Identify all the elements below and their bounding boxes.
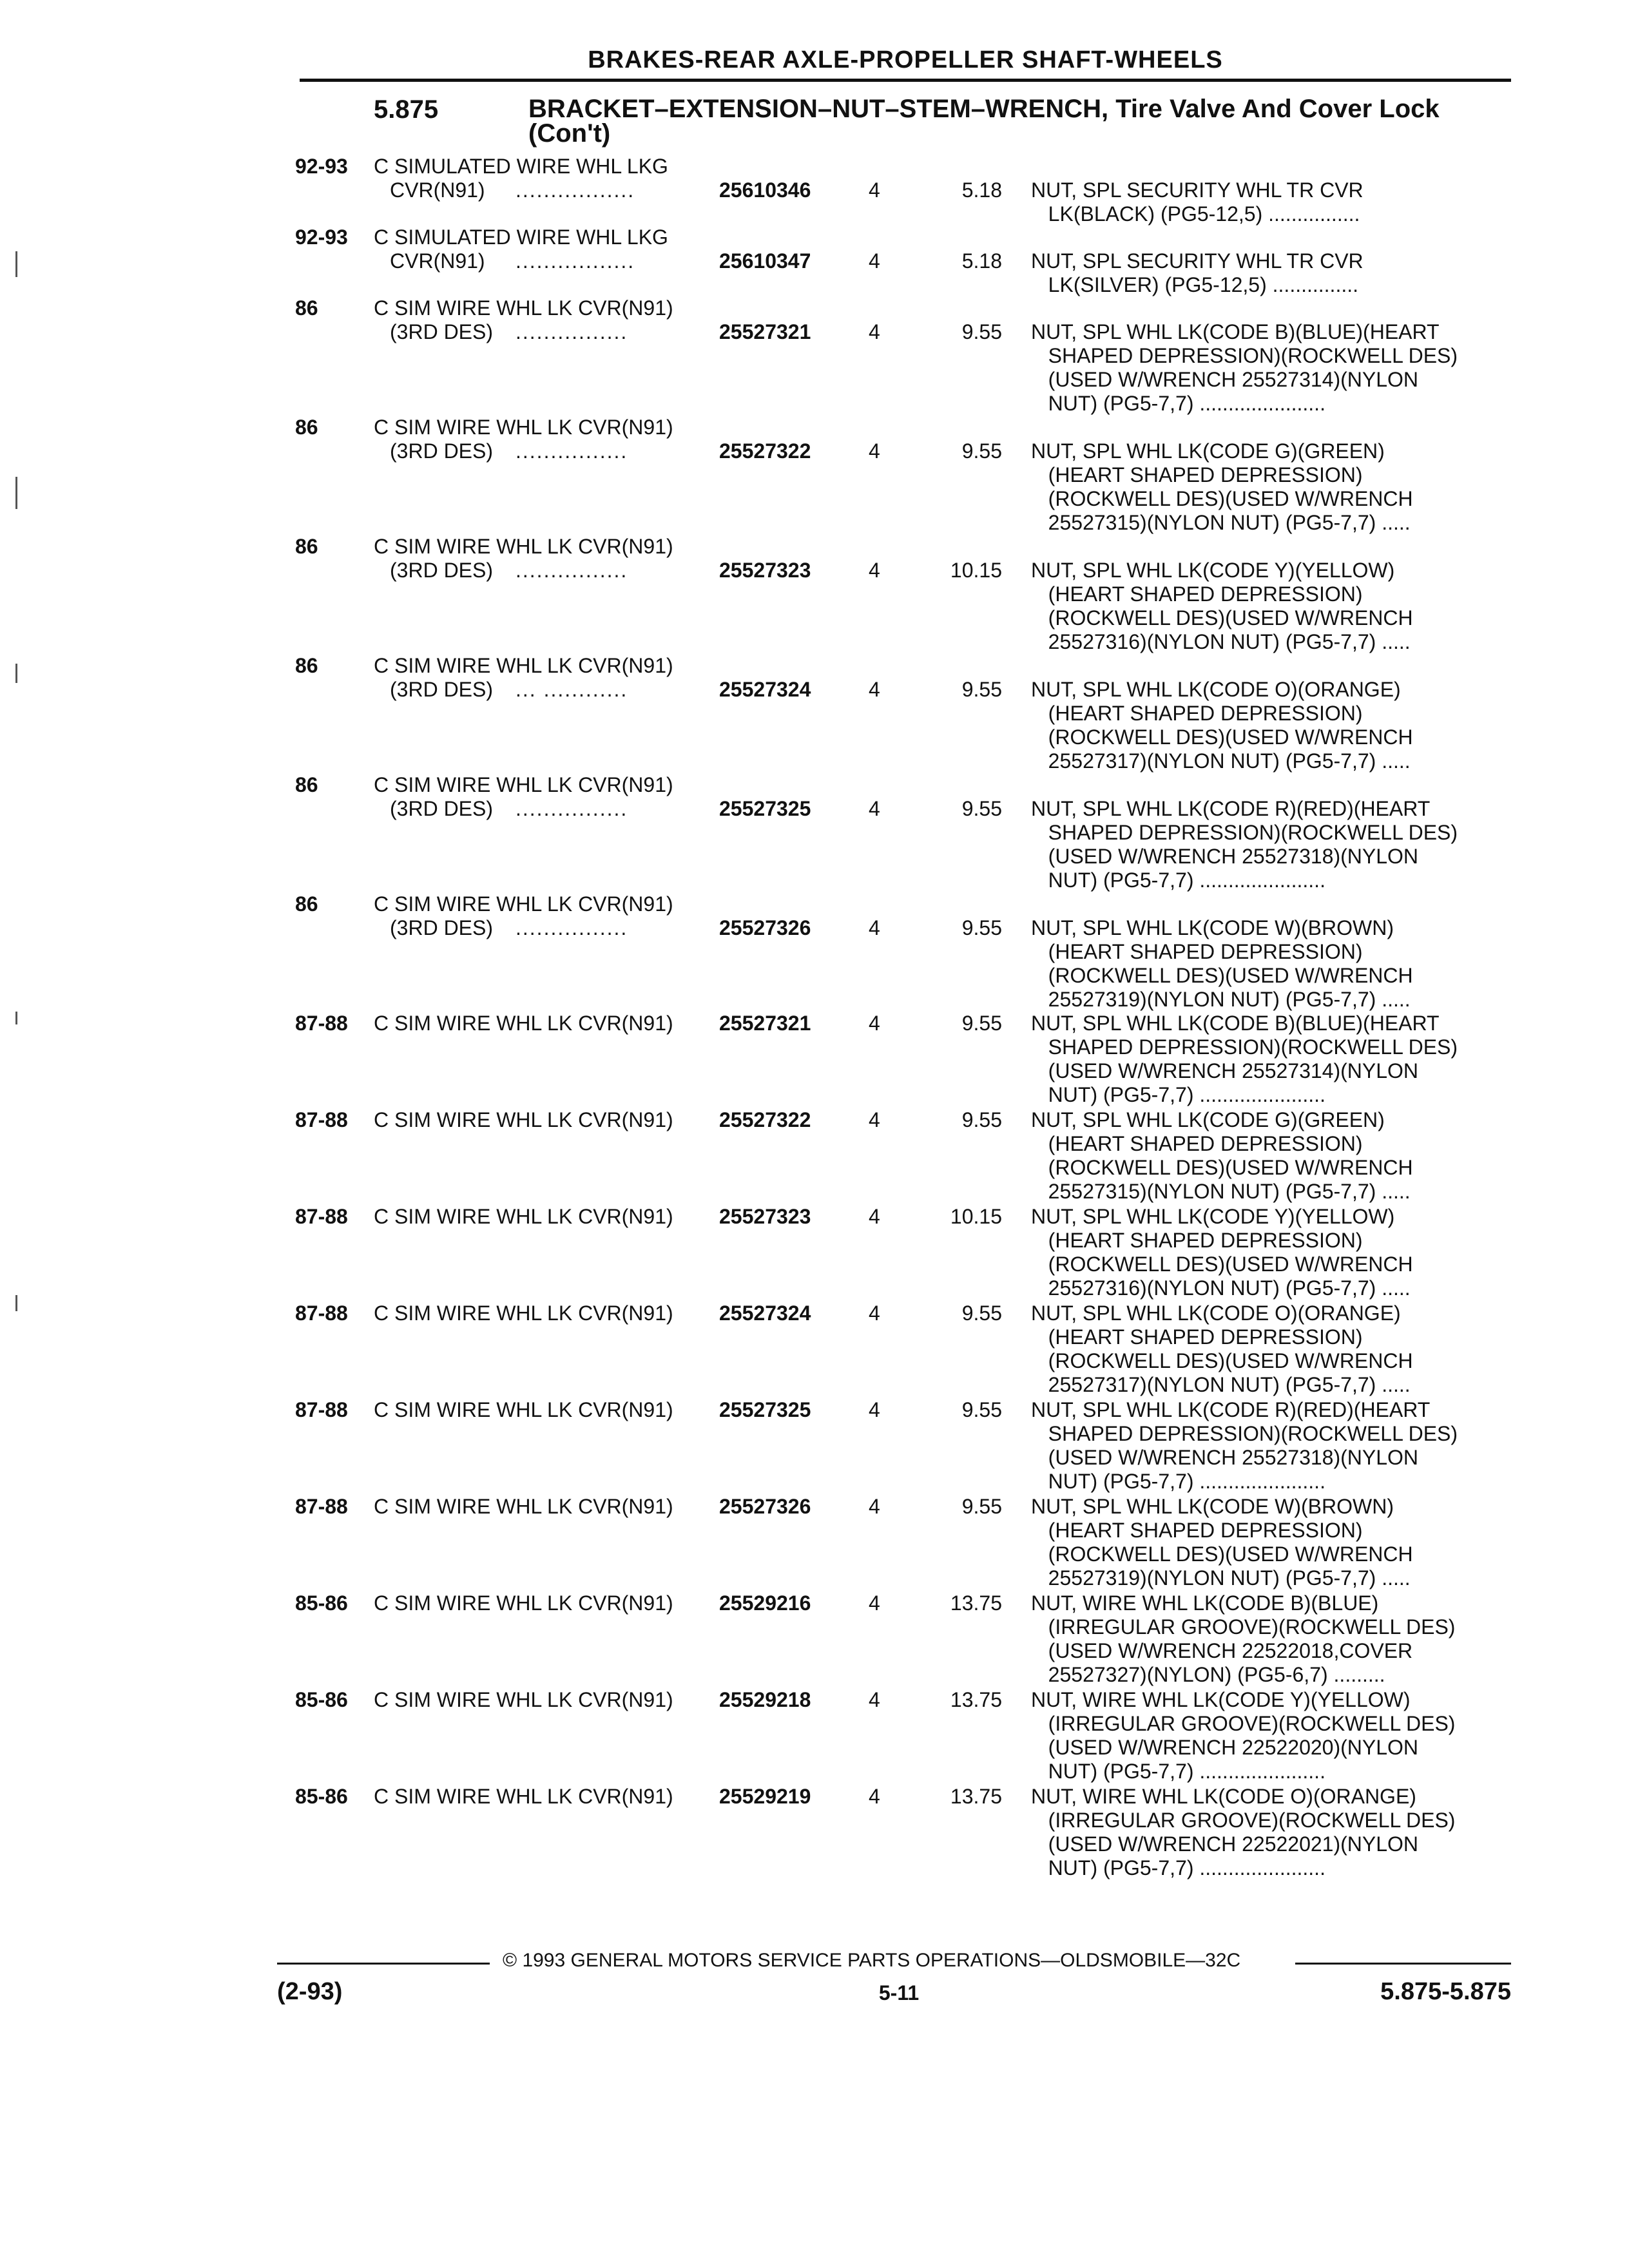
- price: 9.55: [961, 320, 1002, 343]
- list-item: [0, 535, 1629, 651]
- quantity: 4: [869, 1108, 880, 1131]
- footer-copyright: © 1993 GENERAL MOTORS SERVICE PARTS OPERATIONS—OLDSMOBILE—32C: [503, 1950, 1241, 1971]
- description-cont: (3RD DES): [390, 559, 494, 582]
- part-number: 25527323: [719, 559, 811, 582]
- section-number: 5.875: [374, 95, 439, 124]
- list-item: [0, 892, 1629, 1011]
- leader-dots: .................: [516, 178, 635, 202]
- model-year: 87-88: [295, 1302, 348, 1325]
- model-year: 86: [295, 296, 318, 320]
- note-line: NUT) (PG5-7,7) ......................: [1031, 392, 1325, 415]
- description-cont: CVR(N91): [390, 178, 485, 202]
- model-year: 85-86: [295, 1688, 348, 1711]
- description: C SIM WIRE WHL LK CVR(N91): [374, 1591, 673, 1615]
- description: C SIM WIRE WHL LK CVR(N91): [374, 654, 673, 677]
- note-line: (HEART SHAPED DEPRESSION): [1031, 463, 1363, 486]
- note-line: (HEART SHAPED DEPRESSION): [1031, 1519, 1363, 1542]
- note-line: 25527317)(NYLON NUT) (PG5-7,7) .....: [1031, 1373, 1411, 1396]
- note-line: NUT) (PG5-7,7) ......................: [1031, 1856, 1325, 1879]
- list-item: [0, 654, 1629, 773]
- leader-dots: ... ............: [516, 678, 628, 701]
- note-line: LK(BLACK) (PG5-12,5) ................: [1031, 202, 1360, 226]
- part-number: 25527322: [719, 439, 811, 463]
- note-line: 25527315)(NYLON NUT) (PG5-7,7) .....: [1031, 1180, 1411, 1203]
- model-year: 87-88: [295, 1495, 348, 1518]
- footer-rule-left: [277, 1963, 490, 1965]
- model-year: 86: [295, 892, 318, 916]
- part-number: 25610347: [719, 249, 811, 273]
- model-year: 86: [295, 773, 318, 796]
- description: C SIM WIRE WHL LK CVR(N91): [374, 1688, 673, 1711]
- quantity: 4: [869, 1398, 880, 1421]
- list-item: [0, 416, 1629, 532]
- price: 9.55: [961, 797, 1002, 820]
- note-line: (ROCKWELL DES)(USED W/WRENCH: [1031, 726, 1413, 749]
- note-line: NUT, SPL SECURITY WHL TR CVR: [1031, 178, 1364, 202]
- leader-dots: ................: [516, 559, 628, 582]
- leader-dots: ................: [516, 439, 628, 463]
- note-line: NUT, SPL WHL LK(CODE O)(ORANGE): [1031, 1302, 1401, 1325]
- quantity: 4: [869, 797, 880, 820]
- model-year: 85-86: [295, 1591, 348, 1615]
- price: 9.55: [961, 1302, 1002, 1325]
- quantity: 4: [869, 1495, 880, 1518]
- note-line: 25527315)(NYLON NUT) (PG5-7,7) .....: [1031, 511, 1411, 534]
- note-line: (USED W/WRENCH 22522021)(NYLON: [1031, 1832, 1419, 1856]
- description: C SIM WIRE WHL LK CVR(N91): [374, 892, 673, 916]
- footer-rule-right: [1295, 1963, 1511, 1965]
- margin-mark: [15, 664, 17, 683]
- quantity: 4: [869, 1302, 880, 1325]
- note-line: (HEART SHAPED DEPRESSION): [1031, 1325, 1363, 1349]
- note-line: (ROCKWELL DES)(USED W/WRENCH: [1031, 487, 1413, 510]
- part-number: 25527325: [719, 797, 811, 820]
- price: 9.55: [961, 916, 1002, 939]
- note-line: NUT, WIRE WHL LK(CODE B)(BLUE): [1031, 1591, 1379, 1615]
- note-line: (IRREGULAR GROOVE)(ROCKWELL DES): [1031, 1809, 1456, 1832]
- note-line: (USED W/WRENCH 25527314)(NYLON: [1031, 368, 1419, 391]
- price: 5.18: [961, 249, 1002, 273]
- margin-mark: [15, 251, 17, 277]
- note-line: (ROCKWELL DES)(USED W/WRENCH: [1031, 964, 1413, 987]
- list-item: [0, 1785, 1629, 1901]
- price: 13.75: [950, 1785, 1002, 1808]
- leader-dots: .................: [516, 249, 635, 273]
- part-number: 25529218: [719, 1688, 811, 1711]
- quantity: 4: [869, 916, 880, 939]
- note-line: (ROCKWELL DES)(USED W/WRENCH: [1031, 1349, 1413, 1372]
- price: 9.55: [961, 1012, 1002, 1035]
- model-year: 85-86: [295, 1785, 348, 1808]
- note-line: NUT, SPL WHL LK(CODE Y)(YELLOW): [1031, 559, 1395, 582]
- section-title: BRACKET–EXTENSION–NUT–STEM–WRENCH, Tire Valve And Cover Lock (Con't): [528, 95, 1440, 148]
- note-line: 25527316)(NYLON NUT) (PG5-7,7) .....: [1031, 1276, 1411, 1300]
- description-cont: (3RD DES): [390, 797, 494, 820]
- price: 5.18: [961, 178, 1002, 202]
- description-cont: (3RD DES): [390, 678, 494, 701]
- quantity: 4: [869, 678, 880, 701]
- note-line: NUT, SPL WHL LK(CODE G)(GREEN): [1031, 1108, 1385, 1131]
- quantity: 4: [869, 320, 880, 343]
- quantity: 4: [869, 1591, 880, 1615]
- description-cont: (3RD DES): [390, 916, 494, 939]
- margin-mark: [15, 1012, 17, 1024]
- part-number: 25529216: [719, 1591, 811, 1615]
- description: C SIMULATED WIRE WHL LKG: [374, 155, 668, 178]
- price: 9.55: [961, 439, 1002, 463]
- note-line: NUT) (PG5-7,7) ......................: [1031, 869, 1325, 892]
- part-number: 25527323: [719, 1205, 811, 1228]
- note-line: NUT, SPL WHL LK(CODE Y)(YELLOW): [1031, 1205, 1395, 1228]
- model-year: 86: [295, 535, 318, 558]
- description: C SIM WIRE WHL LK CVR(N91): [374, 1785, 673, 1808]
- list-item: [0, 296, 1629, 415]
- part-number: 25527326: [719, 916, 811, 939]
- note-line: (USED W/WRENCH 25527318)(NYLON: [1031, 1446, 1419, 1469]
- leader-dots: ................: [516, 797, 628, 820]
- description: C SIM WIRE WHL LK CVR(N91): [374, 416, 673, 439]
- description: C SIM WIRE WHL LK CVR(N91): [374, 1495, 673, 1518]
- price: 9.55: [961, 678, 1002, 701]
- description: C SIM WIRE WHL LK CVR(N91): [374, 535, 673, 558]
- note-line: (USED W/WRENCH 25527314)(NYLON: [1031, 1059, 1419, 1082]
- model-year: 87-88: [295, 1398, 348, 1421]
- note-line: (USED W/WRENCH 22522018,COVER: [1031, 1639, 1413, 1662]
- description: C SIM WIRE WHL LK CVR(N91): [374, 1302, 673, 1325]
- note-line: NUT) (PG5-7,7) ......................: [1031, 1470, 1325, 1493]
- quantity: 4: [869, 178, 880, 202]
- quantity: 4: [869, 559, 880, 582]
- note-line: (ROCKWELL DES)(USED W/WRENCH: [1031, 606, 1413, 629]
- header-rule: [300, 79, 1511, 82]
- model-year: 86: [295, 654, 318, 677]
- description-cont: (3RD DES): [390, 320, 494, 343]
- model-year: 87-88: [295, 1012, 348, 1035]
- note-line: (USED W/WRENCH 22522020)(NYLON: [1031, 1736, 1419, 1759]
- note-line: 25527316)(NYLON NUT) (PG5-7,7) .....: [1031, 630, 1411, 653]
- note-line: NUT, SPL WHL LK(CODE B)(BLUE)(HEART: [1031, 320, 1440, 343]
- note-line: (ROCKWELL DES)(USED W/WRENCH: [1031, 1253, 1413, 1276]
- price: 13.75: [950, 1591, 1002, 1615]
- note-line: SHAPED DEPRESSION)(ROCKWELL DES): [1031, 344, 1458, 367]
- leader-dots: ................: [516, 916, 628, 939]
- note-line: NUT) (PG5-7,7) ......................: [1031, 1083, 1325, 1106]
- note-line: NUT, SPL WHL LK(CODE R)(RED)(HEART: [1031, 797, 1431, 820]
- quantity: 4: [869, 439, 880, 463]
- price: 9.55: [961, 1495, 1002, 1518]
- margin-mark: [15, 1295, 17, 1311]
- note-line: (IRREGULAR GROOVE)(ROCKWELL DES): [1031, 1615, 1456, 1639]
- price: 9.55: [961, 1398, 1002, 1421]
- price: 10.15: [950, 559, 1002, 582]
- note-line: NUT, WIRE WHL LK(CODE O)(ORANGE): [1031, 1785, 1416, 1808]
- model-year: 87-88: [295, 1205, 348, 1228]
- note-line: (HEART SHAPED DEPRESSION): [1031, 702, 1363, 725]
- description: C SIM WIRE WHL LK CVR(N91): [374, 773, 673, 796]
- description: C SIM WIRE WHL LK CVR(N91): [374, 1108, 673, 1131]
- part-number: 25527321: [719, 320, 811, 343]
- note-line: (IRREGULAR GROOVE)(ROCKWELL DES): [1031, 1712, 1456, 1735]
- description: C SIMULATED WIRE WHL LKG: [374, 226, 668, 249]
- model-year: 87-88: [295, 1108, 348, 1131]
- note-line: (HEART SHAPED DEPRESSION): [1031, 1229, 1363, 1252]
- note-line: NUT, SPL SECURITY WHL TR CVR: [1031, 249, 1364, 273]
- description: C SIM WIRE WHL LK CVR(N91): [374, 1205, 673, 1228]
- note-line: SHAPED DEPRESSION)(ROCKWELL DES): [1031, 821, 1458, 844]
- description-cont: (3RD DES): [390, 439, 494, 463]
- footer-section-range: 5.875-5.875: [1380, 1978, 1511, 2005]
- note-line: SHAPED DEPRESSION)(ROCKWELL DES): [1031, 1422, 1458, 1445]
- price: 9.55: [961, 1108, 1002, 1131]
- note-line: NUT, WIRE WHL LK(CODE Y)(YELLOW): [1031, 1688, 1411, 1711]
- note-line: (HEART SHAPED DEPRESSION): [1031, 940, 1363, 963]
- note-line: NUT, SPL WHL LK(CODE R)(RED)(HEART: [1031, 1398, 1431, 1421]
- description-cont: CVR(N91): [390, 249, 485, 273]
- part-number: 25527324: [719, 678, 811, 701]
- model-year: 92-93: [295, 155, 348, 178]
- note-line: (USED W/WRENCH 25527318)(NYLON: [1031, 845, 1419, 868]
- part-number: 25527321: [719, 1012, 811, 1035]
- note-line: 25527319)(NYLON NUT) (PG5-7,7) .....: [1031, 988, 1411, 1011]
- description: C SIM WIRE WHL LK CVR(N91): [374, 1398, 673, 1421]
- leader-dots: ................: [516, 320, 628, 343]
- note-line: NUT, SPL WHL LK(CODE W)(BROWN): [1031, 1495, 1394, 1518]
- quantity: 4: [869, 1688, 880, 1711]
- quantity: 4: [869, 1012, 880, 1035]
- note-line: NUT, SPL WHL LK(CODE W)(BROWN): [1031, 916, 1394, 939]
- margin-mark: [15, 477, 17, 509]
- note-line: SHAPED DEPRESSION)(ROCKWELL DES): [1031, 1035, 1458, 1059]
- model-year: 86: [295, 416, 318, 439]
- note-line: 25527317)(NYLON NUT) (PG5-7,7) .....: [1031, 749, 1411, 773]
- part-number: 25529219: [719, 1785, 811, 1808]
- description: C SIM WIRE WHL LK CVR(N91): [374, 1012, 673, 1035]
- list-item: [0, 773, 1629, 892]
- note-line: 25527319)(NYLON NUT) (PG5-7,7) .....: [1031, 1566, 1411, 1590]
- price: 10.15: [950, 1205, 1002, 1228]
- note-line: NUT) (PG5-7,7) ......................: [1031, 1760, 1325, 1783]
- part-number: 25527324: [719, 1302, 811, 1325]
- page-header-title: BRAKES-REAR AXLE-PROPELLER SHAFT-WHEELS: [588, 46, 1223, 73]
- footer-date: (2-93): [277, 1978, 343, 2005]
- part-number: 25610346: [719, 178, 811, 202]
- part-number: 25527325: [719, 1398, 811, 1421]
- price: 13.75: [950, 1688, 1002, 1711]
- note-line: NUT, SPL WHL LK(CODE O)(ORANGE): [1031, 678, 1401, 701]
- note-line: (HEART SHAPED DEPRESSION): [1031, 1132, 1363, 1155]
- note-line: NUT, SPL WHL LK(CODE B)(BLUE)(HEART: [1031, 1012, 1440, 1035]
- note-line: LK(SILVER) (PG5-12,5) ...............: [1031, 273, 1358, 296]
- quantity: 4: [869, 1785, 880, 1808]
- part-number: 25527322: [719, 1108, 811, 1131]
- note-line: NUT, SPL WHL LK(CODE G)(GREEN): [1031, 439, 1385, 463]
- model-year: 92-93: [295, 226, 348, 249]
- note-line: (ROCKWELL DES)(USED W/WRENCH: [1031, 1156, 1413, 1179]
- note-line: 25527327)(NYLON) (PG5-6,7) .........: [1031, 1663, 1385, 1686]
- description: C SIM WIRE WHL LK CVR(N91): [374, 296, 673, 320]
- part-number: 25527326: [719, 1495, 811, 1518]
- quantity: 4: [869, 249, 880, 273]
- quantity: 4: [869, 1205, 880, 1228]
- note-line: (ROCKWELL DES)(USED W/WRENCH: [1031, 1542, 1413, 1566]
- footer-page-number: 5-11: [878, 1981, 920, 2004]
- note-line: (HEART SHAPED DEPRESSION): [1031, 582, 1363, 606]
